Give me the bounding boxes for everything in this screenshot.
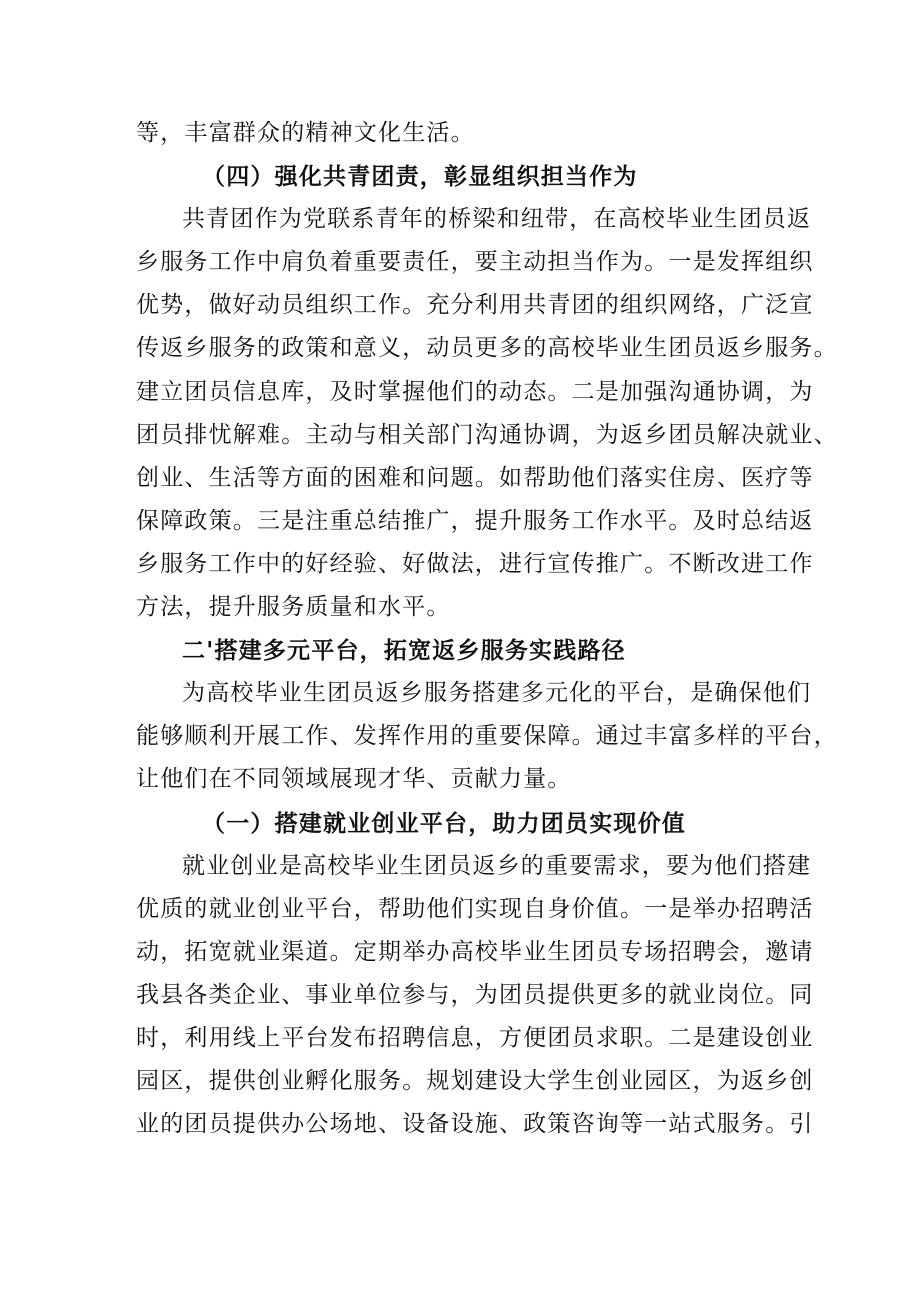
paragraph-line: 优质的就业创业平台，帮助他们实现自身价值。一是举办招聘活 bbox=[136, 895, 814, 922]
paragraph-line: 建立团员信息库，及时掌握他们的动态。二是加强沟通协调，为 bbox=[136, 378, 814, 405]
paragraph-line: 乡服务工作中的好经验、好做法，进行宣传推广。不断改进工作 bbox=[136, 550, 814, 577]
paragraph-line: 时，利用线上平台发布招聘信息，方便团员求职。二是建设创业 bbox=[136, 1024, 814, 1051]
paragraph-line: 业的团员提供办公场地、设备设施、政策咨询等一站式服务。引 bbox=[136, 1111, 814, 1138]
paragraph-line: 为高校毕业生团员返乡服务搭建多元化的平台，是确保他们 bbox=[182, 680, 812, 707]
paragraph-line-continuation: 等，丰富群众的精神文化生活。 bbox=[136, 120, 475, 146]
paragraph-line: 传返乡服务的政策和意义，动员更多的高校毕业生团员返乡服务。 bbox=[136, 335, 838, 362]
paragraph-line: 优势，做好动员组织工作。充分利用共青团的组织网络，广泛宣 bbox=[136, 292, 814, 319]
paragraph-line: 我县各类企业、事业单位参与，为团员提供更多的就业岗位。同 bbox=[136, 981, 814, 1008]
document-page bbox=[136, 112, 838, 1146]
paragraph-line: 就业创业是高校毕业生团员返乡的重要需求，要为他们搭建 bbox=[182, 852, 812, 879]
paragraph-line: 能够顺利开展工作、发挥作用的重要保障。通过丰富多样的平台， bbox=[136, 723, 838, 750]
paragraph-line: 创业、生活等方面的困难和问题。如帮助他们落实住房、医疗等 bbox=[136, 464, 814, 491]
paragraph-line-end: 让他们在不同领域展现才华、贡献力量。 bbox=[136, 766, 572, 793]
paragraph-line: 乡服务工作中肩负着重要责任，要主动担当作为。一是发挥组织 bbox=[136, 249, 814, 276]
chapter-heading-2: 二'搭建多元平台，拓宽返乡服务实践路径 bbox=[182, 637, 626, 665]
paragraph-line: 共青团作为党联系青年的桥梁和纽带，在高校毕业生团员返 bbox=[182, 206, 812, 233]
section-heading-1: （一）搭建就业创业平台，助力团员实现价值 bbox=[202, 809, 686, 837]
paragraph-line: 团员排忧解难。主动与相关部门沟通协调，为返乡团员解决就业、 bbox=[136, 421, 838, 448]
paragraph-line: 园区，提供创业孵化服务。规划建设大学生创业园区，为返乡创 bbox=[136, 1068, 814, 1095]
section-heading-4: （四）强化共青团责，彰显组织担当作为 bbox=[202, 163, 638, 191]
paragraph-line: 动，拓宽就业渠道。定期举办高校毕业生团员专场招聘会，邀请 bbox=[136, 938, 814, 965]
paragraph-line: 保障政策。三是注重总结推广，提升服务工作水平。及时总结返 bbox=[136, 507, 814, 534]
paragraph-line-end: 方法，提升服务质量和水平。 bbox=[136, 594, 451, 621]
